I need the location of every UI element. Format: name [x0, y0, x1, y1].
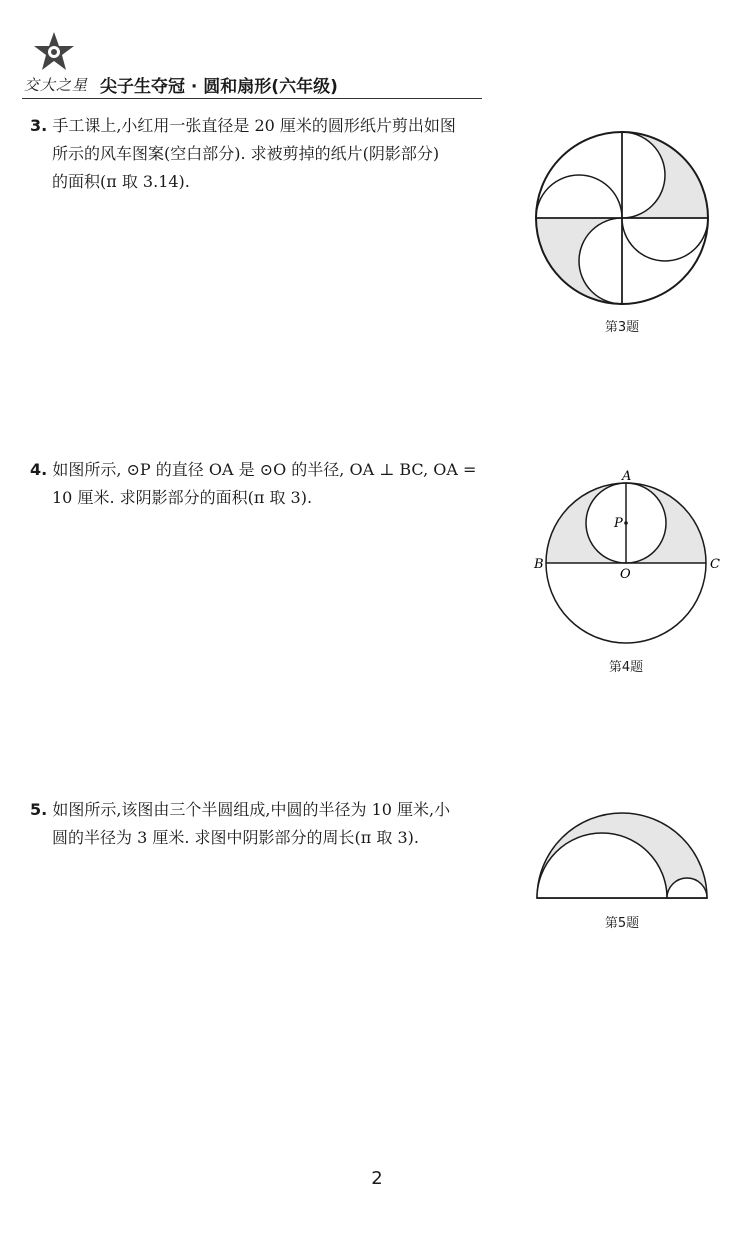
- brand-name: 交大之星: [24, 76, 89, 94]
- figure-caption: 第5题: [604, 916, 640, 931]
- problem-number: 3.: [30, 116, 48, 135]
- star-logo-icon: [32, 30, 76, 74]
- point-label-a: A: [622, 469, 632, 484]
- problem-number: 4.: [30, 460, 48, 479]
- problem-text-line: 10 厘米. 求阴影部分的面积(π 取 3).: [52, 488, 313, 507]
- point-label-p: P: [614, 516, 623, 531]
- problem-4: [30, 456, 500, 512]
- problem-3: [30, 112, 500, 196]
- figure-caption: 第4题: [608, 660, 644, 675]
- problem-text-line: 的面积(π 取 3.14).: [52, 172, 190, 191]
- page-number: 2: [371, 1168, 383, 1189]
- problem-text-line: 所示的风车图案(空白部分). 求被剪掉的纸片(阴影部分): [52, 144, 440, 163]
- problem-text-line: 如图所示, ⊙P 的直径 OA 是 ⊙O 的半径, OA ⊥ BC, OA =: [52, 460, 477, 479]
- problem-text-line: 如图所示,该图由三个半圆组成,中圆的半径为 10 厘米,小: [52, 800, 451, 819]
- figure-3-windmill: [532, 128, 712, 308]
- problem-text-line: 手工课上,小红用一张直径是 20 厘米的圆形纸片剪出如图: [52, 116, 456, 135]
- problem-number: 5.: [30, 800, 48, 819]
- figure-4-circles: [530, 466, 722, 650]
- page-header: [22, 30, 492, 100]
- problem-5: [30, 796, 500, 852]
- point-label-b: B: [534, 557, 544, 572]
- point-label-o: O: [620, 567, 631, 582]
- point-label-c: C: [710, 557, 720, 572]
- book-title: 尖子生夺冠 · 圆和扇形(六年级): [100, 77, 338, 97]
- figure-caption: 第3题: [604, 320, 640, 335]
- header-divider: [22, 98, 482, 99]
- problem-text-line: 圆的半径为 3 厘米. 求图中阴影部分的周长(π 取 3).: [52, 828, 419, 847]
- figure-5-semicircles: [532, 808, 712, 904]
